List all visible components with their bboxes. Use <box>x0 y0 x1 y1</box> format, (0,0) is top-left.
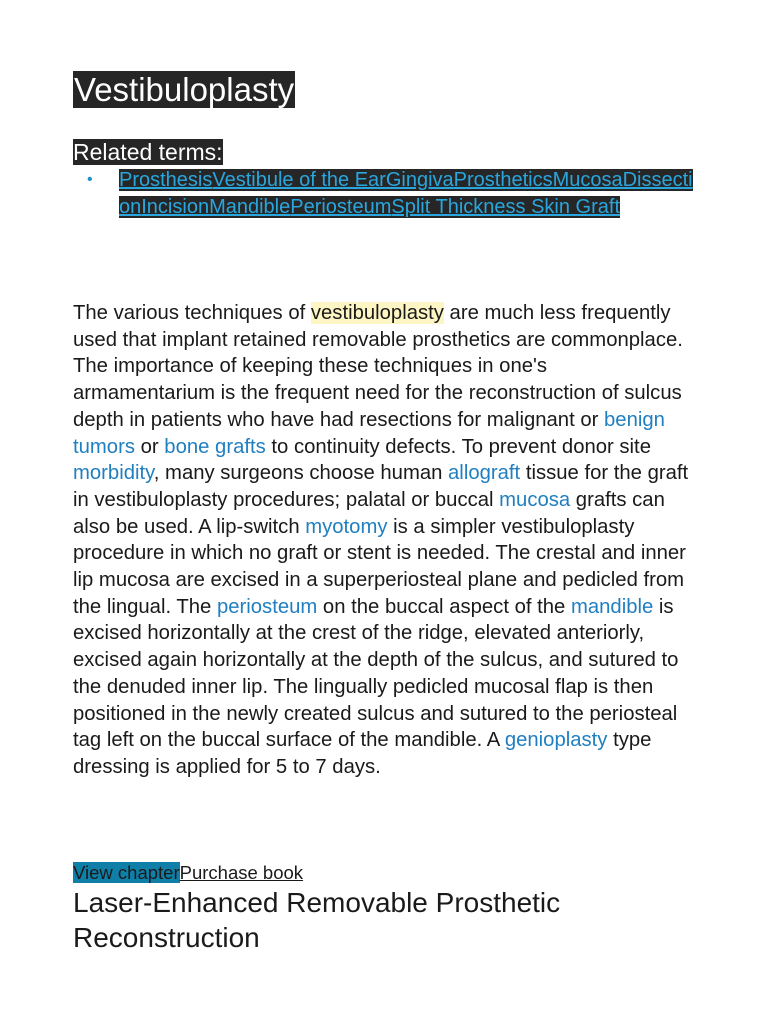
term-link-prosthesis[interactable]: Prosthesis <box>119 169 213 191</box>
related-terms-list <box>73 167 693 220</box>
link-mucosa[interactable]: mucosa <box>499 488 571 511</box>
term-link-prosthetics[interactable]: Prosthetics <box>453 169 553 191</box>
next-section-title: Laser-Enhanced Removable Prosthetic Reconstruction <box>73 887 561 953</box>
term-link-mucosa[interactable]: Mucosa <box>552 169 623 191</box>
bullet-icon: • <box>87 171 93 188</box>
term-link-periosteum[interactable]: Periosteum <box>290 195 392 218</box>
term-link-split-thickness-skin-graft[interactable]: Split Thickness Skin Graft <box>391 195 620 218</box>
link-morbidity[interactable]: morbidity <box>73 462 154 485</box>
view-chapter-link[interactable]: View chapter <box>73 862 180 883</box>
related-terms-links <box>119 169 693 218</box>
page-title-text: Vestibuloplasty <box>74 71 295 108</box>
link-bone-grafts[interactable]: bone grafts <box>164 435 266 458</box>
related-terms-label: Related terms: <box>73 139 223 165</box>
term-link-gingiva[interactable]: Gingiva <box>385 169 454 191</box>
term-link-mandible[interactable]: Mandible <box>209 195 291 218</box>
link-benign-tumors[interactable]: benign tumors <box>73 408 665 458</box>
link-mandible[interactable]: mandible <box>570 595 654 618</box>
chapter-actions <box>73 861 303 885</box>
term-link-incision[interactable]: Incision <box>141 195 210 218</box>
search-highlight: vestibuloplasty <box>310 302 444 324</box>
link-periosteum[interactable]: periosteum <box>216 595 318 618</box>
page-title <box>73 70 295 110</box>
purchase-book-link[interactable]: Purchase book <box>179 862 304 883</box>
link-allograft[interactable]: allograft <box>448 462 521 485</box>
link-genioplasty[interactable]: genioplasty <box>504 729 608 752</box>
related-terms-item <box>73 167 693 220</box>
article-paragraph: The various techniques of vestibuloplasty are much less frequently used that implant retained removable prosthetics are commonplace. The importance of keeping these techniques in one's armamentarium is the frequent need for the reconstruction of sulcus depth in patients who have had resections for malignant or benign tumors or bone grafts to continuity defects. To prevent donor site morbidity, many surgeons choose human allograft tissue for the graft in vestibuloplasty procedures; palatal or buccal mucosa grafts can also be used. A lip-switch myotomy is a simpler vestibuloplasty procedure in which no graft or stent is needed. The crestal and inner lip mucosa are excised in a superperiosteal plane and pedicled from the lingual. The periosteum on the buccal aspect of the mandible is excised horizontally at the crest of the ridge, elevated anteriorly, excised again horizontally at the depth of the sulcus, and sutured to the denuded inner lip. The lingually pedicled mucosal flap is then positioned in the newly created sulcus and sutured to the periosteal tag left on the buccal surface of the mandible. A genioplasty type dressing is applied for 5 to 7 days. <box>73 302 689 778</box>
term-link-dissection[interactable]: Dissection <box>119 169 693 218</box>
term-link-vestibule-of-the-ear[interactable]: Vestibule of the Ear <box>212 169 386 191</box>
link-myotomy[interactable]: myotomy <box>305 515 388 538</box>
